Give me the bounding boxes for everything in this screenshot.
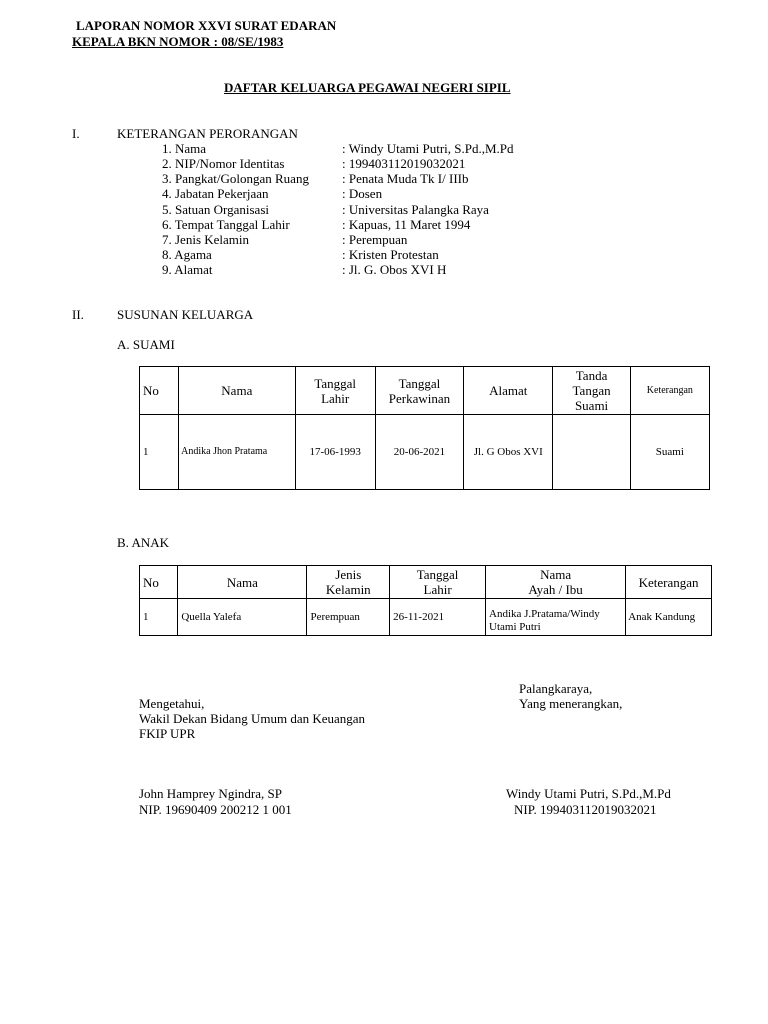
header-cell: Jenis Kelamin: [307, 566, 390, 599]
table-row: [140, 599, 712, 636]
info-label: 1. Nama: [162, 141, 207, 156]
info-value: : Universitas Palangka Raya: [342, 202, 489, 217]
info-value: : Dosen: [342, 186, 383, 201]
header-cell: Tanda Tangan Suami: [553, 367, 630, 415]
signature-right-name: Windy Utami Putri, S.Pd.,M.Pd: [506, 786, 671, 801]
cell-keterangan: Anak Kandung: [626, 599, 712, 636]
cell-keterangan: Suami: [630, 415, 709, 490]
info-value: : Perempuan: [342, 232, 408, 247]
info-value: : Kapuas, 11 Maret 1994: [342, 217, 471, 232]
cell-tanda-tangan: [553, 415, 630, 490]
info-label: 6. Tempat Tanggal Lahir: [162, 217, 290, 232]
table-header-row: [140, 367, 710, 415]
header-line-1: LAPORAN NOMOR XXVI SURAT EDARAN: [76, 18, 337, 33]
header-line-2: KEPALA BKN NOMOR : 08/SE/1983: [72, 34, 284, 49]
anak-heading: B. ANAK: [117, 535, 170, 550]
header-cell: No: [140, 367, 179, 415]
cell-tanggal-lahir: 26-11-2021: [390, 599, 486, 636]
info-label: 9. Alamat: [162, 262, 213, 277]
signature-left-line-3: FKIP UPR: [139, 726, 196, 741]
header-cell: Nama: [179, 367, 295, 415]
header-cell: Tanggal Perkawinan: [375, 367, 463, 415]
info-label: 7. Jenis Kelamin: [162, 232, 250, 247]
cell-jenis-kelamin: Perempuan: [307, 599, 390, 636]
header-cell: Tanggal Lahir: [295, 367, 375, 415]
header-cell: Keterangan: [626, 566, 712, 599]
signature-left-nip: NIP. 19690409 200212 1 001: [139, 802, 292, 817]
header-cell: Tanggal Lahir: [390, 566, 486, 599]
anak-table: [139, 565, 712, 636]
cell-nama: Andika Jhon Pratama: [179, 415, 295, 490]
table-row: [140, 415, 710, 490]
document-title: DAFTAR KELUARGA PEGAWAI NEGERI SIPIL: [224, 80, 511, 95]
header-cell: Alamat: [464, 367, 553, 415]
header-cell: Keterangan: [630, 367, 709, 415]
cell-nama: Quella Yalefa: [178, 599, 307, 636]
info-value: : Jl. G. Obos XVI H: [342, 262, 447, 277]
suami-heading: A. SUAMI: [117, 337, 175, 352]
cell-no: 1: [140, 599, 178, 636]
signature-left-line-1: Mengetahui,: [139, 696, 205, 711]
info-value: : 199403112019032021: [342, 156, 466, 171]
info-label: 4. Jabatan Pekerjaan: [162, 186, 269, 201]
suami-table: [139, 366, 710, 490]
header-cell: Nama Ayah / Ibu: [486, 566, 626, 599]
cell-nama-ayah-ibu: Andika J.Pratama/Windy Utami Putri: [486, 599, 626, 636]
cell-tanggal-perkawinan: 20-06-2021: [375, 415, 463, 490]
signature-left-name: John Hamprey Ngindra, SP: [139, 786, 282, 801]
signature-right-nip: NIP. 199403112019032021: [514, 802, 657, 817]
signature-right-role: Yang menerangkan,: [519, 696, 623, 711]
info-label: 2. NIP/Nomor Identitas: [162, 156, 285, 171]
info-label: 8. Agama: [162, 247, 212, 262]
section-1-number: I.: [72, 126, 80, 141]
header-cell: Nama: [178, 566, 307, 599]
info-label: 5. Satuan Organisasi: [162, 202, 269, 217]
info-value: : Kristen Protestan: [342, 247, 439, 262]
info-value: : Windy Utami Putri, S.Pd.,M.Pd: [342, 141, 514, 156]
cell-alamat: Jl. G Obos XVI: [464, 415, 553, 490]
signature-place: Palangkaraya,: [519, 681, 593, 696]
cell-no: 1: [140, 415, 179, 490]
info-label: 3. Pangkat/Golongan Ruang: [162, 171, 309, 186]
table-header-row: [140, 566, 712, 599]
section-1-title: KETERANGAN PERORANGAN: [117, 126, 298, 141]
info-value: : Penata Muda Tk I/ IIIb: [342, 171, 469, 186]
section-2-number: II.: [72, 307, 84, 322]
cell-tanggal-lahir: 17-06-1993: [295, 415, 375, 490]
header-cell: No: [140, 566, 178, 599]
section-2-title: SUSUNAN KELUARGA: [117, 307, 254, 322]
signature-left-line-2: Wakil Dekan Bidang Umum dan Keuangan: [139, 711, 366, 726]
